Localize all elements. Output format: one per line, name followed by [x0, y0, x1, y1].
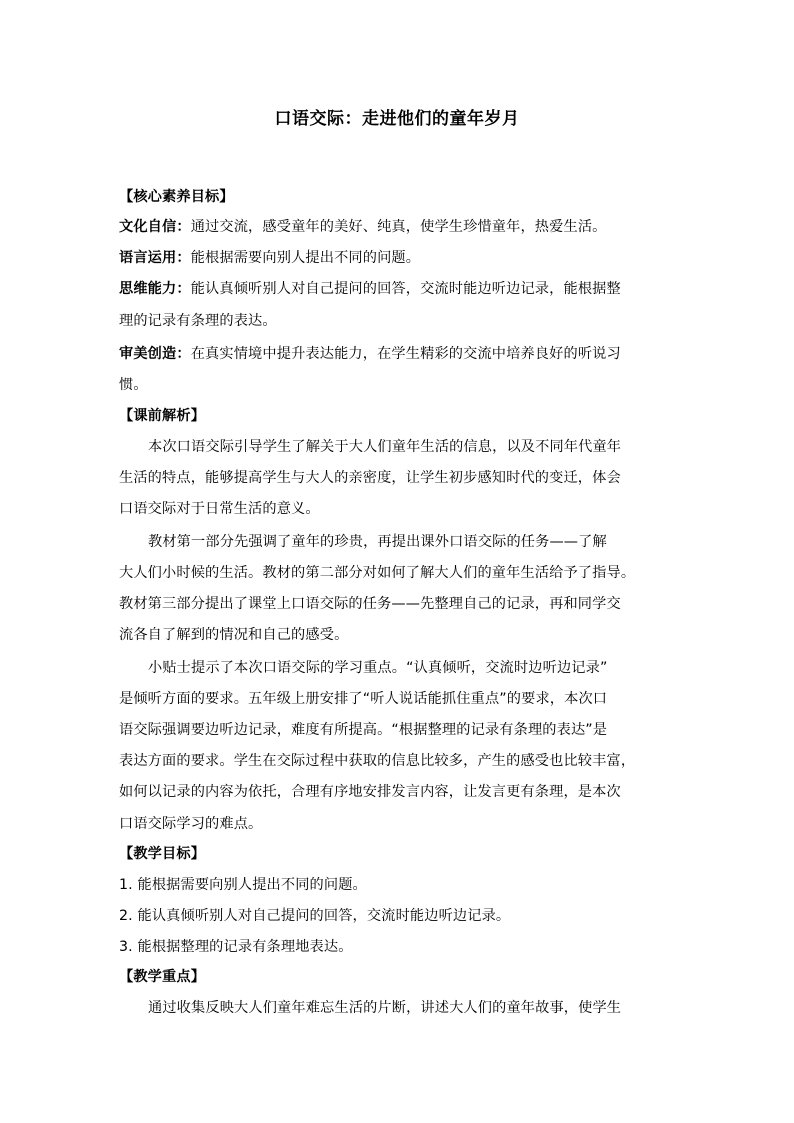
- goal-language: [119, 247, 420, 267]
- goal-culture-label: 文化自信：: [119, 219, 191, 235]
- goal-thinking-text-1: 能认真倾听别人对自己提问的回答，交流时能边听边记录，能根据整: [190, 281, 621, 297]
- teaching-goal-item: 3. 能根据整理的记录有条理地表达。: [119, 939, 353, 955]
- section-heading-core-goals: 【核心素养目标】: [119, 189, 234, 205]
- goal-aesthetic-text-1: 在真实情境中提升表达能力，在学生精彩的交流中培养良好的听说习: [190, 346, 621, 362]
- teaching-goal-item: 2. 能认真倾听别人对自己提问的回答，交流时能边听边记录。: [119, 908, 511, 924]
- analysis-p1-line: 本次口语交际引导学生了解关于大人们童年生活的信息，以及不同年代童年: [148, 439, 622, 455]
- analysis-p1-line: 口语交际对于日常生活的意义。: [119, 501, 320, 517]
- analysis-p3-line: 是倾听方面的要求。五年级上册安排了“听人说话能抓住重点”的要求，本次口: [119, 691, 608, 707]
- goal-aesthetic-text-2: 惯。: [119, 377, 148, 393]
- analysis-p3-line: 小贴士提示了本次口语交际的学习重点。“认真倾听，交流时边听边记录”: [148, 660, 608, 676]
- goal-aesthetic-label: 审美创造：: [119, 346, 191, 362]
- section-heading-teaching-focus: 【教学重点】: [119, 969, 206, 985]
- goal-culture-text: 通过交流，感受童年的美好、纯真，使学生珍惜童年，热爱生活。: [190, 219, 607, 235]
- analysis-p2-line: 流各自了解到的情况和自己的感受。: [119, 627, 349, 643]
- goal-language-label: 语言运用：: [119, 250, 191, 266]
- goal-thinking-label: 思维能力：: [119, 281, 191, 297]
- analysis-p3-line: 口语交际学习的难点。: [119, 816, 263, 832]
- analysis-p3-line: 如何以记录的内容为依托，合理有序地安排发言内容，让发言更有条理，是本次: [119, 784, 621, 800]
- goal-language-text: 能根据需要向别人提出不同的问题。: [190, 250, 421, 266]
- goal-thinking: [119, 278, 621, 298]
- document-title: 口语交际：走进他们的童年岁月: [274, 109, 520, 129]
- analysis-p1-line: 生活的特点，能够提高学生与大人的亲密度，让学生初步感知时代的变迁，体会: [119, 470, 621, 486]
- teaching-goal-item: 1. 能根据需要向别人提出不同的问题。: [119, 877, 367, 893]
- analysis-p2-line: 教材第三部分提出了课堂上口语交际的任务——先整理自己的记录，再和同学交: [119, 596, 621, 612]
- goal-culture: [119, 216, 607, 236]
- goal-aesthetic: [119, 343, 621, 363]
- analysis-p2-line: 教材第一部分先强调了童年的珍贵，再提出课外口语交际的任务——了解: [148, 534, 607, 550]
- analysis-p3-line: 表达方面的要求。学生在交际过程中获取的信息比较多，产生的感受也比较丰富，: [119, 753, 636, 769]
- analysis-p3-line: 语交际强调要边听边记录，难度有所提高。“根据整理的记录有条理的表达”是: [119, 722, 608, 738]
- focus-p1-line: 通过收集反映大人们童年难忘生活的片断，讲述大人们的童年故事，使学生: [148, 1000, 622, 1016]
- goal-thinking-text-2: 理的记录有条理的表达。: [119, 313, 277, 329]
- section-heading-pre-analysis: 【课前解析】: [119, 408, 206, 424]
- section-heading-teaching-goals: 【教学目标】: [119, 846, 206, 862]
- analysis-p2-line: 大人们小时候的生活。教材的第二部分对如何了解大人们的童年生活给予了指导。: [119, 565, 636, 581]
